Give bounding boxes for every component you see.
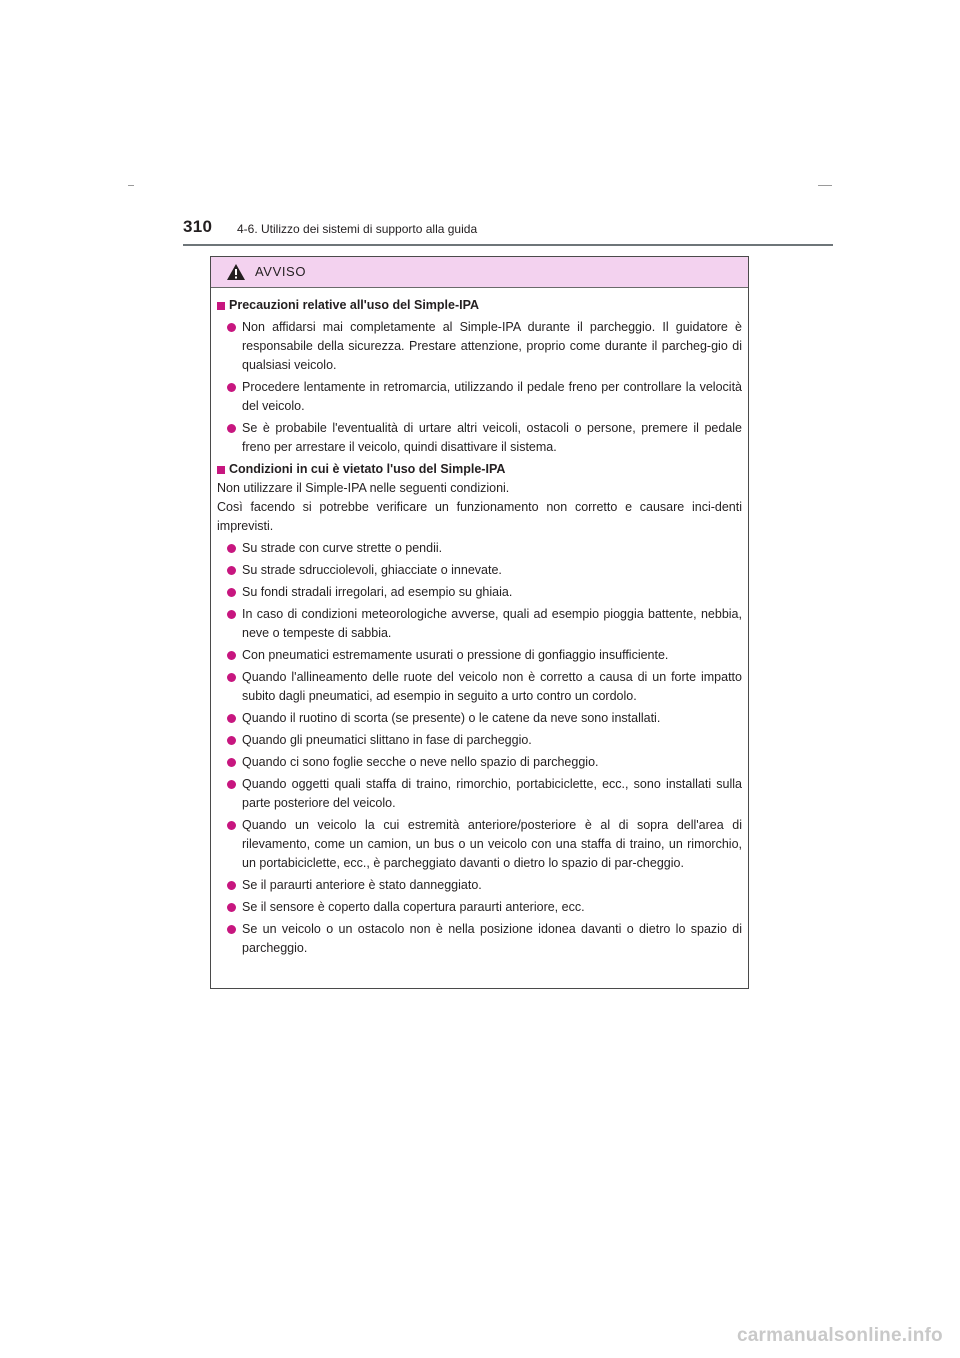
list-item: Quando l'allineamento delle ruote del veicolo non è corretto a causa di un forte impatto subito dagli pneumatici, ad esempio in seguito a urto contro un cordolo. <box>217 668 742 706</box>
bullet-dot-icon <box>227 821 236 830</box>
list-item: Quando il ruotino di scorta (se presente) o le catene da neve sono installati. <box>217 709 742 728</box>
list-item: Se il sensore è coperto dalla copertura paraurti anteriore, ecc. <box>217 898 742 917</box>
watermark[interactable]: carmanualsonline.info <box>737 1325 943 1346</box>
list-item: Se un veicolo o un ostacolo non è nella posizione idonea davanti o dietro lo spazio di parcheggio. <box>217 920 742 958</box>
bullet-dot-icon <box>227 651 236 660</box>
list-item: Su strade con curve strette o pendii. <box>217 539 742 558</box>
bullet-dot-icon <box>227 736 236 745</box>
bullet-dot-icon <box>227 383 236 392</box>
list-item: Non affidarsi mai completamente al Simple-IPA durante il parcheggio. Il guidatore è responsabile della sicurezza. Prestare attenzione, proprio come durante il parcheg-gio di qualsiasi veicolo. <box>217 318 742 375</box>
list-item: Procedere lentamente in retromarcia, utilizzando il pedale freno per controllare la velocità del veicolo. <box>217 378 742 416</box>
bullet-dot-icon <box>227 323 236 332</box>
bullet-dot-icon <box>227 758 236 767</box>
warning-triangle-icon <box>226 263 246 281</box>
bullet-dot-icon <box>227 673 236 682</box>
bullet-dot-icon <box>227 780 236 789</box>
list-item: Quando oggetti quali staffa di traino, rimorchio, portabiciclette, ecc., sono installati sulla parte posteriore del veicolo. <box>217 775 742 813</box>
bullet-dot-icon <box>227 588 236 597</box>
list-item: Quando gli pneumatici slittano in fase di parcheggio. <box>217 731 742 750</box>
section-heading: Condizioni in cui è vietato l'uso del Simple-IPA <box>217 460 742 479</box>
list-item: In caso di condizioni meteorologiche avverse, quali ad esempio pioggia battente, nebbia, neve o tempeste di sabbia. <box>217 605 742 643</box>
list-item: Quando un veicolo la cui estremità anteriore/posteriore è al di sopra dell'area di rilevamento, come un camion, un bus o un veicolo con una staffa di traino, un rimorchio, un portabiciclette, ecc., è parcheggiato davanti o dietro lo spazio di par-cheggio. <box>217 816 742 873</box>
list-item: Quando ci sono foglie secche o neve nello spazio di parcheggio. <box>217 753 742 772</box>
list-item: Se è probabile l'eventualità di urtare altri veicoli, ostacoli o persone, premere il pedale freno per arrestare il veicolo, quindi disattivare il sistema. <box>217 419 742 457</box>
warning-body <box>211 288 748 958</box>
list-item: Se il paraurti anteriore è stato danneggiato. <box>217 876 742 895</box>
crop-mark-left <box>128 185 134 186</box>
list-item: Su fondi stradali irregolari, ad esempio su ghiaia. <box>217 583 742 602</box>
bullet-dot-icon <box>227 903 236 912</box>
bullet-dot-icon <box>227 424 236 433</box>
warning-box <box>210 256 749 989</box>
page-number: 310 <box>183 217 213 236</box>
bullet-dot-icon <box>227 544 236 553</box>
bullet-dot-icon <box>227 566 236 575</box>
bullet-dot-icon <box>227 610 236 619</box>
crop-mark-right <box>818 185 832 186</box>
square-bullet-icon <box>217 302 225 310</box>
warning-header <box>211 257 748 288</box>
section-heading: Precauzioni relative all'uso del Simple-IPA <box>217 296 742 315</box>
bullet-dot-icon <box>227 714 236 723</box>
intro-text: Così facendo si potrebbe verificare un funzionamento non corretto e causare inci-denti imprevisti. <box>217 500 742 533</box>
section-title: 4-6. Utilizzo dei sistemi di supporto alla guida <box>237 222 478 236</box>
warning-label: AVVISO <box>255 264 307 279</box>
bullet-dot-icon <box>227 881 236 890</box>
bullet-dot-icon <box>227 925 236 934</box>
list-item: Con pneumatici estremamente usurati o pressione di gonfiaggio insufficiente. <box>217 646 742 665</box>
square-bullet-icon <box>217 466 225 474</box>
header-rule <box>183 244 833 246</box>
intro-text: Non utilizzare il Simple-IPA nelle seguenti condizioni. <box>217 481 510 495</box>
list-item: Su strade sdrucciolevoli, ghiacciate o innevate. <box>217 561 742 580</box>
